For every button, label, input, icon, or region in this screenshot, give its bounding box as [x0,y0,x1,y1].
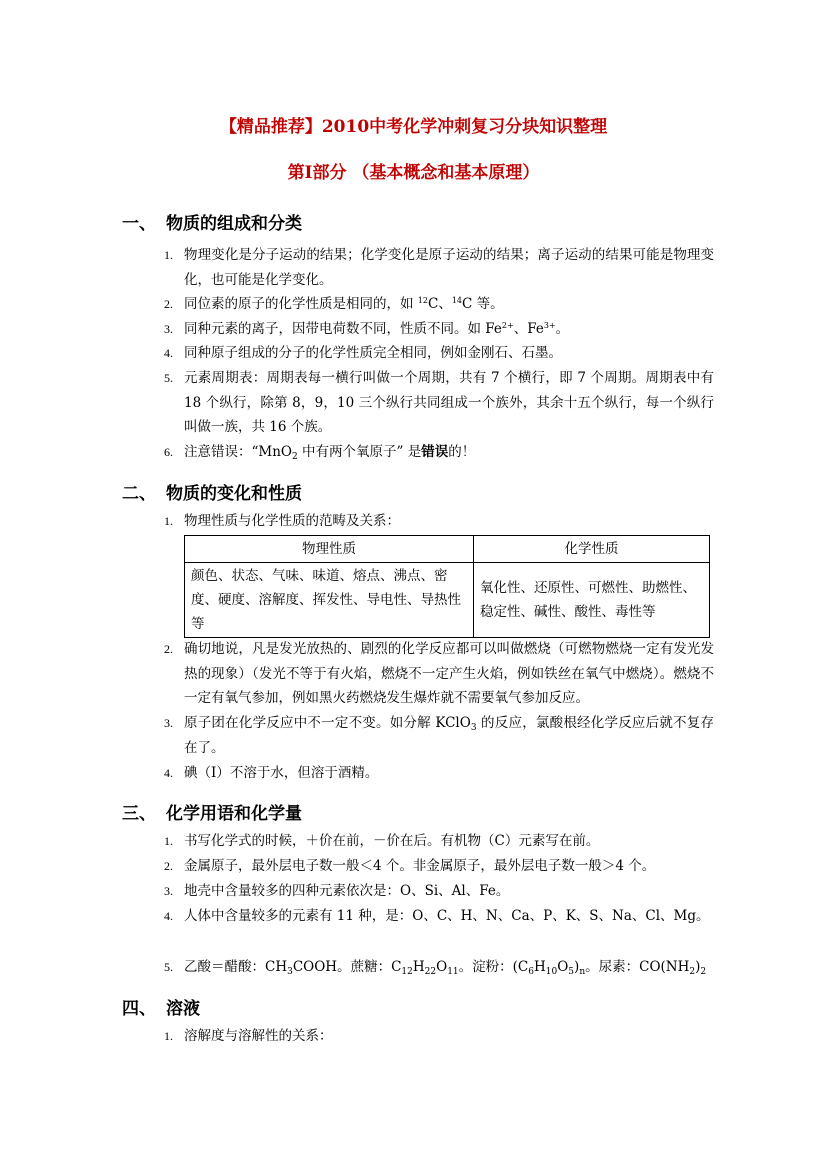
item-text: 同种原子组成的分子的化学性质完全相同，例如金刚石、石墨。 [184,345,562,361]
list-item [164,711,714,760]
item-number: 1. [164,248,173,262]
section-number: 三、 [122,804,156,824]
item-text: 书写化学式的时候，＋价在前，－价在后。有机物（C）元素写在前。 [184,833,600,849]
list-item [164,440,714,465]
section-number: 一、 [122,214,156,234]
item-number: 6. [164,445,173,459]
item-text: 碘（I）不溶于水，但溶于酒精。 [184,765,379,781]
item-number: 2. [164,859,173,873]
item-number: 5. [164,960,173,974]
item-number: 3. [164,322,173,336]
list-item [164,366,714,440]
document-subtitle: 第Ⅰ部分 （基本概念和基本原理） [287,163,540,183]
item-text: 物理变化是分子运动的结果；化学变化是原子运动的结果；离子运动的结果可能是物理变化，也可能是化学变化。 [184,247,714,288]
list-item [164,1024,714,1049]
item-number: 3. [164,716,173,730]
list-item [164,317,714,342]
item-text: 人体中含量较多的元素有 11 种，是：O、C、H、N、Ca、P、K、S、Na、Cl、Mg。 [184,908,710,924]
item-text: 元素周期表：周期表每一横行叫做一个周期，共有 7 个横行，即 7 个周期。周期表中有 18 个纵行，除第 8，9，10 三个纵行共同组成一个族外，其余十五个纵行，每一个纵行叫做一族，共 16 个族。 [184,370,714,435]
section-heading [122,799,302,824]
item-number: 1. [164,834,173,848]
list-item [164,637,714,711]
item-number: 3. [164,884,173,898]
item-text: 地壳中含量较多的四种元素依次是：O、Si、Al、Fe。 [184,883,510,899]
list-item [164,341,714,366]
properties-table [184,535,710,638]
item-number: 4. [164,766,173,780]
item-number: 4. [164,909,173,923]
section-heading [122,994,200,1019]
item-text: 注意错误：“MnO$_2$ 中有两个氧原子” 是错误的！ [184,444,476,462]
table-cell-chemical: 氧化性、还原性、可燃性、助燃性、稳定性、碱性、酸性、毒性等 [474,563,710,638]
item-text: 金属原子，最外层电子数一般＜4 个。非金属原子，最外层电子数一般＞4 个。 [184,858,656,874]
list-item [164,854,714,879]
section-number: 二、 [122,484,156,504]
list-item [164,292,714,317]
item-text: 确切地说，凡是发光放热的、剧烈的化学反应都可以叫做燃烧（可燃物燃烧一定有发光发热的现象）（发光不等于有火焰，燃烧不一定产生火焰，例如铁丝在氧气中燃烧）。燃烧不一定有氧气参加，例如黑火药燃烧发生爆炸就不需要氧气参加反应。 [184,641,714,706]
section-title: 物质的组成和分类 [166,214,302,234]
section-number: 四、 [122,999,156,1019]
table-header-physical: 物理性质 [185,536,474,563]
list-item [164,904,714,929]
section-title: 物质的变化和性质 [166,484,302,504]
item-text: 乙酸＝醋酸：$CH_3COOH$。蔗糖：$C_{12}H_{22}O_{11}$。淀粉：$(C_6H_{10}O_5)_n$。尿素：$CO(NH_2)_2$ [184,959,707,977]
section-title: 化学用语和化学量 [166,804,302,824]
item-number: 5. [164,371,173,385]
list-item [164,879,714,904]
document-title: 【精品推荐】2010中考化学冲刺复习分块知识整理 [219,117,608,137]
table-header-chemical: 化学性质 [474,536,710,563]
table-row [185,563,710,638]
list-item [164,829,714,854]
item-number: 1. [164,1029,173,1043]
section-heading [122,209,302,234]
section-title: 溶液 [166,999,200,1019]
list-item [164,761,714,786]
item-text: 同位素的原子的化学性质是相同的，如 $^{12}$C、$^{14}$C 等。 [184,296,504,312]
item-number: 4. [164,346,173,360]
item-number: 1. [164,514,173,528]
item-text: 溶解度与溶解性的关系： [184,1028,333,1044]
item-text: 原子团在化学反应中不一定不变。如分解 KClO$_3$ 的反应，氯酸根经化学反应后就不复存在了。 [184,715,714,756]
item-number: 2. [164,297,173,311]
table-cell-physical: 颜色、状态、气味、味道、熔点、沸点、密度、硬度、溶解度、挥发性、导电性、导热性等 [185,563,474,638]
item-text: 同种元素的离子，因带电荷数不同，性质不同。如 $Fe^{2+}$、$Fe^{3+}$。 [184,321,570,337]
list-item [164,243,714,292]
item-text: 物理性质与化学性质的范畴及关系： [184,513,400,529]
section-heading [122,479,302,504]
table-header-row [185,536,710,563]
item-number: 2. [164,642,173,656]
list-item [164,955,714,980]
list-item [164,509,714,534]
